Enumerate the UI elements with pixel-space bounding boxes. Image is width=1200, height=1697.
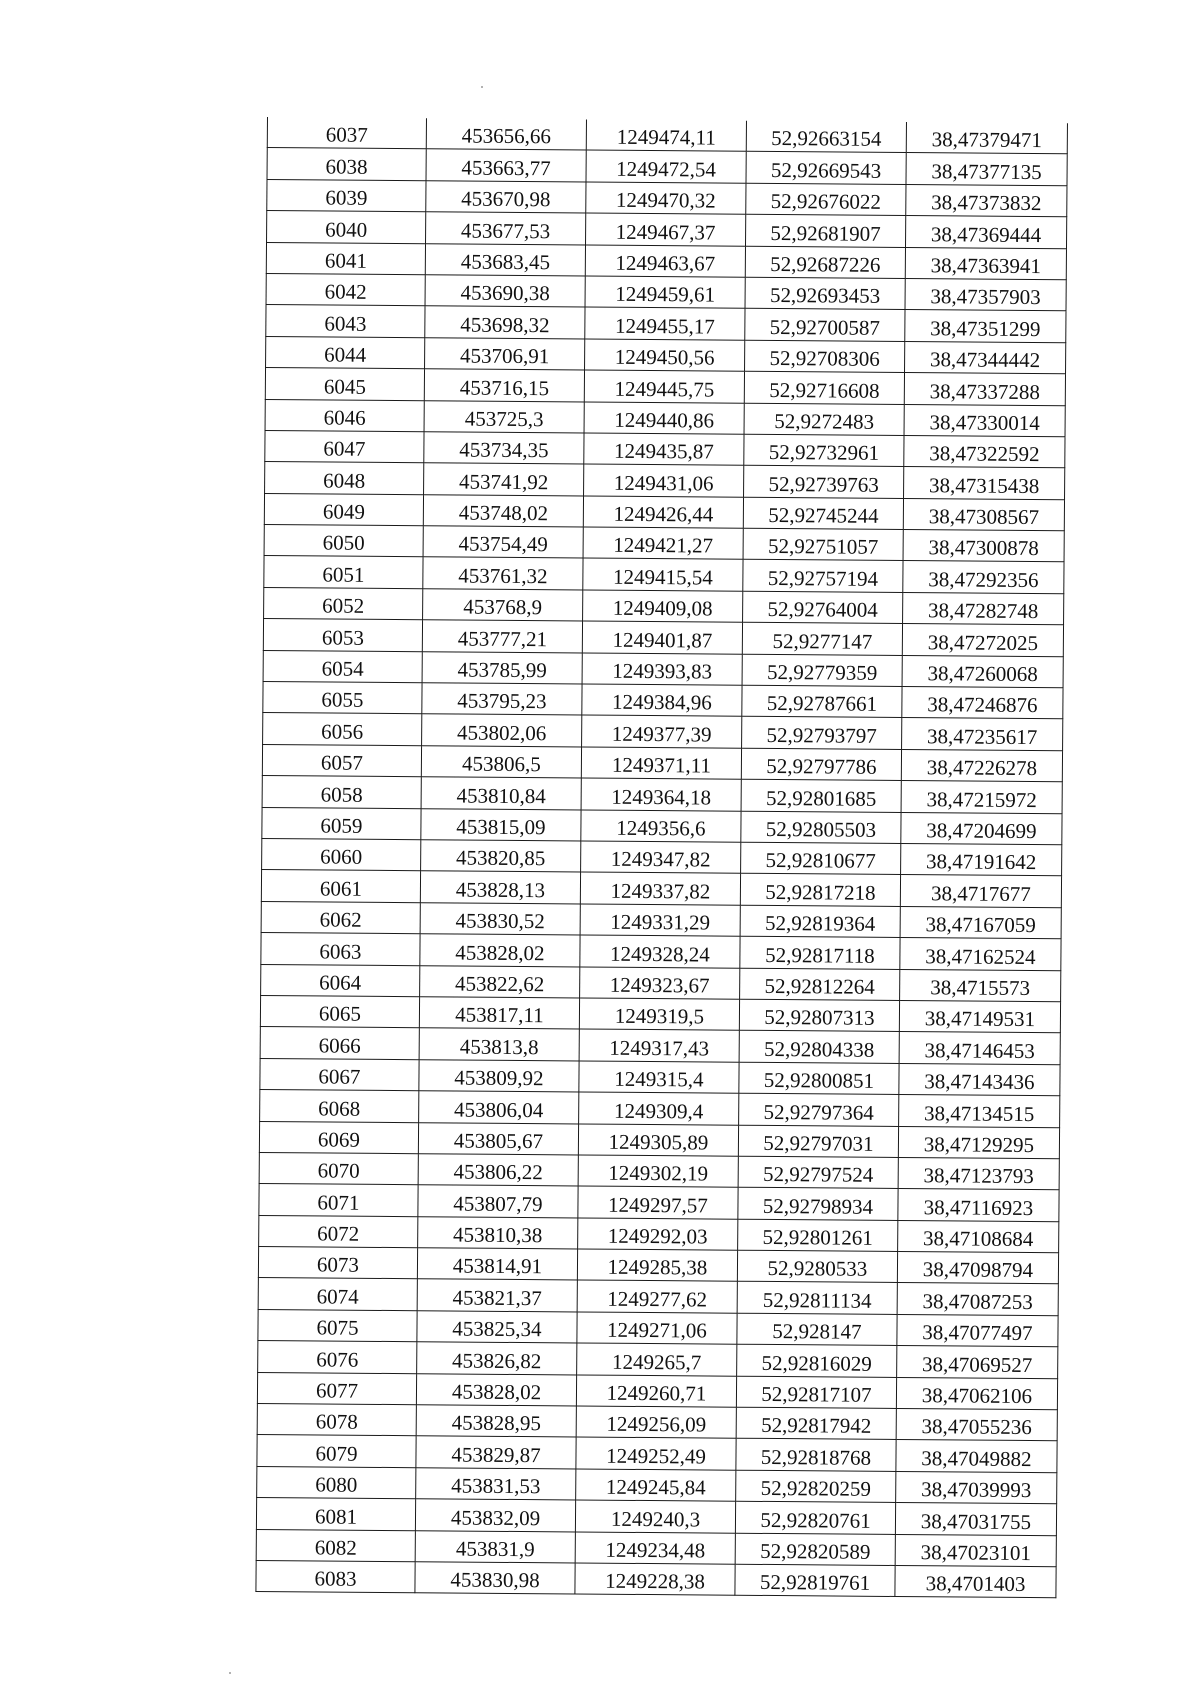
- table-cell: 6044: [266, 336, 425, 369]
- table-cell: 453663,77: [426, 149, 586, 182]
- table-cell: 52,92764004: [743, 591, 903, 624]
- table-cell: 453690,38: [425, 275, 585, 308]
- table-cell: 52,92807313: [739, 999, 899, 1032]
- table-cell: 38,47062106: [896, 1377, 1057, 1410]
- table-cell: 1249472,54: [586, 150, 746, 183]
- table-cell: 453817,11: [419, 997, 579, 1030]
- table-cell: 453754,49: [423, 526, 583, 559]
- table-cell: 453828,95: [416, 1405, 576, 1438]
- table-cell: 38,47300878: [903, 530, 1064, 563]
- table-cell: 453806,5: [421, 746, 581, 779]
- table-cell: 38,47226278: [901, 749, 1062, 782]
- table-cell: 38,4701403: [895, 1565, 1056, 1598]
- table-cell: 52,92810677: [741, 842, 901, 875]
- table-cell: 453828,02: [420, 934, 580, 967]
- table-cell: 1249450,56: [585, 339, 745, 372]
- table-cell: 453831,9: [415, 1530, 575, 1563]
- table-cell: 52,92797786: [741, 748, 901, 781]
- table-cell: 38,47087253: [897, 1283, 1058, 1316]
- table-cell: 6045: [265, 368, 424, 401]
- table-cell: 1249317,43: [579, 1029, 739, 1062]
- table-cell: 453814,91: [417, 1248, 577, 1281]
- table-cell: 453741,92: [424, 463, 584, 496]
- table-cell: 6048: [265, 462, 424, 495]
- table-cell: 38,47134515: [899, 1095, 1060, 1128]
- table-cell: 1249384,96: [582, 684, 742, 717]
- table-cell: 52,92817107: [736, 1376, 896, 1409]
- table-cell: 6061: [261, 870, 420, 903]
- table-cell: 1249364,18: [581, 778, 741, 811]
- table-cell: 6076: [258, 1341, 417, 1374]
- table-cell: 38,47315438: [904, 467, 1065, 500]
- table-cell: 1249377,39: [582, 715, 742, 748]
- table-cell: 1249260,71: [576, 1375, 736, 1408]
- table-cell: 52,92812264: [740, 968, 900, 1001]
- table-cell: 38,47098794: [897, 1252, 1058, 1285]
- table-cell: 453734,35: [424, 432, 584, 465]
- table-cell: 1249467,37: [586, 213, 746, 246]
- table-cell: 6063: [261, 933, 420, 966]
- table-cell: 1249331,29: [580, 904, 740, 937]
- table-cell: 453828,02: [416, 1373, 576, 1406]
- table-cell: 6041: [266, 242, 425, 275]
- table-cell: 52,92739763: [744, 466, 904, 499]
- table-cell: 453810,38: [418, 1216, 578, 1249]
- table-cell: 38,47049882: [896, 1440, 1057, 1473]
- table-cell: 1249431,06: [584, 464, 744, 497]
- table-cell: 52,92798934: [738, 1188, 898, 1221]
- table-cell: 52,92800851: [739, 1062, 899, 1095]
- table-cell: 38,47260068: [902, 655, 1063, 688]
- table-cell: 1249440,86: [584, 402, 744, 435]
- table-cell: 6068: [260, 1090, 419, 1123]
- table-cell: 1249401,87: [582, 621, 742, 654]
- table-cell: 38,47023101: [895, 1534, 1056, 1567]
- table-cell: 1249292,03: [578, 1218, 738, 1251]
- table-cell: 1249337,82: [580, 872, 740, 905]
- table-cell: 6054: [263, 650, 422, 683]
- table-cell: 52,92676022: [746, 183, 906, 216]
- table-cell: 38,47369444: [905, 216, 1066, 249]
- table-cell: 6038: [267, 148, 426, 181]
- table-cell: 1249455,17: [585, 307, 745, 340]
- table-cell: 1249297,57: [578, 1186, 738, 1219]
- table-cell: 38,47337288: [904, 373, 1065, 406]
- table-cell: 1249309,4: [579, 1092, 739, 1125]
- table-cell: 52,92787661: [742, 685, 902, 718]
- table-cell: 1249234,48: [575, 1532, 735, 1565]
- table-cell: 1249285,38: [577, 1249, 737, 1282]
- table-cell: 6073: [258, 1247, 417, 1280]
- table-cell: 38,47143436: [899, 1063, 1060, 1096]
- table-cell: 1249256,09: [576, 1406, 736, 1439]
- table-cell: 453777,21: [422, 620, 582, 653]
- table-cell: 1249463,67: [585, 245, 745, 278]
- table-cell: 6064: [261, 964, 420, 997]
- table-cell: 52,92687226: [745, 246, 905, 279]
- table-cell: 6053: [263, 619, 422, 652]
- table-cell: 6067: [260, 1058, 419, 1091]
- table-cell: 6069: [259, 1121, 418, 1154]
- table-cell: 38,47077497: [897, 1314, 1058, 1347]
- table-cell: 1249356,6: [581, 810, 741, 843]
- table-cell: 52,92805503: [741, 811, 901, 844]
- table-cell: 52,92811134: [737, 1282, 897, 1315]
- table-cell: 1249305,89: [578, 1123, 738, 1156]
- table-cell: 1249470,32: [586, 182, 746, 215]
- table-cell: 1249323,67: [580, 967, 740, 1000]
- table-cell: 453802,06: [422, 714, 582, 747]
- table-cell: 1249393,83: [582, 653, 742, 686]
- table-cell: 38,47191642: [901, 843, 1062, 876]
- table-cell: 1249228,38: [575, 1563, 735, 1596]
- table-cell: 453829,87: [416, 1436, 576, 1469]
- table-cell: 52,92820259: [736, 1470, 896, 1503]
- table-cell: 52,9280533: [737, 1250, 897, 1283]
- table-cell: 38,47031755: [895, 1503, 1056, 1536]
- table-cell: 52,92820589: [735, 1533, 895, 1566]
- table-cell: 453813,8: [419, 1028, 579, 1061]
- table-cell: 453820,85: [421, 840, 581, 873]
- table-cell: 1249240,3: [575, 1500, 735, 1533]
- table-cell: 6042: [266, 273, 425, 306]
- table-cell: 1249302,19: [578, 1155, 738, 1188]
- table-cell: 6059: [262, 807, 421, 840]
- coordinates-table: [255, 117, 1068, 1599]
- table-cell: 38,47123793: [898, 1157, 1059, 1190]
- table-cell: 6074: [258, 1278, 417, 1311]
- table-cell: 6046: [265, 399, 424, 432]
- table-cell: 52,92797364: [739, 1093, 899, 1126]
- table-cell: 6052: [264, 587, 423, 620]
- table-cell: 453828,13: [420, 871, 580, 904]
- table-cell: 52,92716608: [744, 371, 904, 404]
- table-cell: 6075: [258, 1309, 417, 1342]
- table-cell: 52,92757194: [743, 560, 903, 593]
- table-cell: 1249315,4: [579, 1061, 739, 1094]
- table-cell: 52,92700587: [745, 309, 905, 342]
- table-cell: 6058: [262, 776, 421, 809]
- table-cell: 453656,66: [426, 118, 586, 150]
- table-cell: 453805,67: [418, 1122, 578, 1155]
- table-cell: 1249347,82: [581, 841, 741, 874]
- table-cell: 52,92793797: [742, 717, 902, 750]
- scan-speck: [481, 86, 483, 88]
- table-cell: 453706,91: [425, 337, 585, 370]
- table-cell: 1249252,49: [576, 1437, 736, 1470]
- table-cell: 453825,34: [417, 1311, 577, 1344]
- table-cell: 1249435,87: [584, 433, 744, 466]
- table-cell: 38,47167059: [900, 906, 1061, 939]
- table-cell: 38,47363941: [905, 247, 1066, 280]
- table-cell: 38,47292356: [903, 561, 1064, 594]
- table-cell: 52,92817218: [740, 874, 900, 907]
- table-cell: 38,47379471: [906, 122, 1067, 154]
- table-cell: 52,92751057: [743, 528, 903, 561]
- table-cell: 52,92732961: [744, 434, 904, 467]
- table-cell: 38,47330014: [904, 404, 1065, 437]
- table-cell: 52,92801685: [741, 779, 901, 812]
- table-cell: 38,47039993: [896, 1471, 1057, 1504]
- table-cell: 52,92817942: [736, 1407, 896, 1440]
- table-cell: 6066: [260, 1027, 419, 1060]
- table-cell: 6080: [257, 1466, 416, 1499]
- table-cell: 1249415,54: [583, 558, 743, 591]
- table-cell: 1249271,06: [577, 1312, 737, 1345]
- table-cell: 453831,53: [416, 1468, 576, 1501]
- table-cell: 52,92819364: [740, 905, 900, 938]
- table-cell: 52,92816029: [737, 1344, 897, 1377]
- table-cell: 38,47282748: [903, 592, 1064, 625]
- table-cell: 6078: [257, 1403, 416, 1436]
- table-cell: 6070: [259, 1152, 418, 1185]
- table-cell: 52,92820761: [735, 1501, 895, 1534]
- table-cell: 38,47322592: [904, 435, 1065, 468]
- table-cell: 38,47146453: [899, 1032, 1060, 1065]
- table-cell: 453830,52: [420, 902, 580, 935]
- table-cell: 6081: [256, 1498, 415, 1531]
- table-cell: 38,47108684: [898, 1220, 1059, 1253]
- table-cell: 38,47272025: [902, 624, 1063, 657]
- table-cell: 453677,53: [426, 212, 586, 245]
- table-cell: 6049: [264, 493, 423, 526]
- table-cell: 6057: [262, 744, 421, 777]
- table-cell: 1249277,62: [577, 1280, 737, 1313]
- table-cell: 6083: [256, 1560, 415, 1593]
- table-cell: 52,92708306: [745, 340, 905, 373]
- table-cell: 453785,99: [422, 651, 582, 684]
- table-cell: 6065: [260, 995, 419, 1028]
- table-cell: 6039: [267, 179, 426, 212]
- table-cell: 52,92797031: [738, 1125, 898, 1158]
- table-cell: 1249474,11: [586, 120, 746, 152]
- coordinates-table-body: [256, 117, 1068, 1598]
- table-cell: 6056: [263, 713, 422, 746]
- table-cell: 1249421,27: [583, 527, 743, 560]
- table-cell: 453768,9: [423, 589, 583, 622]
- table-cell: 453830,98: [415, 1562, 575, 1595]
- table-cell: 6071: [259, 1184, 418, 1217]
- table-cell: 6062: [261, 901, 420, 934]
- table-cell: 453821,37: [417, 1279, 577, 1312]
- table-cell: 6055: [263, 682, 422, 715]
- table-cell: 453826,82: [417, 1342, 577, 1375]
- table-cell: 38,47377135: [906, 153, 1067, 186]
- table-cell: 52,9277147: [742, 623, 902, 656]
- table-cell: 38,47149531: [899, 1000, 1060, 1033]
- table-cell: 6051: [264, 556, 423, 589]
- table-cell: 52,92818768: [736, 1439, 896, 1472]
- table-cell: 453761,32: [423, 557, 583, 590]
- table-cell: 38,47116923: [898, 1189, 1059, 1222]
- table-cell: 1249265,7: [577, 1343, 737, 1376]
- table-cell: 1249245,84: [576, 1469, 736, 1502]
- table-cell: 38,47215972: [901, 781, 1062, 814]
- table-cell: 52,92797524: [738, 1156, 898, 1189]
- table-cell: 1249445,75: [584, 370, 744, 403]
- table-cell: 38,47351299: [905, 310, 1066, 343]
- table-cell: 453806,22: [418, 1154, 578, 1187]
- table-cell: 38,47344442: [905, 341, 1066, 374]
- table-cell: 38,4717677: [900, 875, 1061, 908]
- table-cell: 6060: [262, 838, 421, 871]
- table-cell: 453815,09: [421, 808, 581, 841]
- table-cell: 6047: [265, 430, 424, 463]
- table-cell: 453698,32: [425, 306, 585, 339]
- table-cell: 38,47246876: [902, 687, 1063, 720]
- table-cell: 6079: [257, 1435, 416, 1468]
- table-cell: 52,92819761: [735, 1564, 895, 1597]
- table-cell: 453716,15: [424, 369, 584, 402]
- table-cell: 6072: [259, 1215, 418, 1248]
- table-cell: 1249319,5: [579, 998, 739, 1031]
- table-cell: 453683,45: [425, 243, 585, 276]
- table-cell: 1249459,61: [585, 276, 745, 309]
- table-cell: 52,92801261: [738, 1219, 898, 1252]
- table-cell: 453748,02: [423, 494, 583, 527]
- table-cell: 38,47055236: [896, 1408, 1057, 1441]
- table-cell: 6043: [266, 305, 425, 338]
- table-cell: 6077: [257, 1372, 416, 1405]
- table-cell: 38,47357903: [905, 278, 1066, 311]
- table-cell: 453670,98: [426, 181, 586, 214]
- table-cell: 6037: [267, 117, 426, 149]
- table-cell: 52,92817118: [740, 936, 900, 969]
- table-cell: 38,47373832: [906, 184, 1067, 217]
- table-cell: 453832,09: [415, 1499, 575, 1532]
- table-cell: 1249328,24: [580, 935, 740, 968]
- table-cell: 453795,23: [422, 683, 582, 716]
- table-cell: 52,92663154: [746, 121, 906, 153]
- table-cell: 38,47162524: [900, 938, 1061, 971]
- table-cell: 52,92693453: [745, 277, 905, 310]
- table-cell: 1249426,44: [583, 496, 743, 529]
- table-cell: 38,47308567: [903, 498, 1064, 531]
- table-cell: 453810,84: [421, 777, 581, 810]
- table-cell: 52,92804338: [739, 1031, 899, 1064]
- table-cell: 52,92681907: [746, 214, 906, 247]
- table-cell: 38,47204699: [901, 812, 1062, 845]
- table-cell: 52,92745244: [743, 497, 903, 530]
- table-cell: 38,4715573: [900, 969, 1061, 1002]
- table-cell: 453822,62: [420, 965, 580, 998]
- table-cell: 453809,92: [419, 1059, 579, 1092]
- table-cell: 1249371,11: [581, 747, 741, 780]
- table-cell: 453725,3: [424, 400, 584, 433]
- table-cell: 6050: [264, 525, 423, 558]
- table-cell: 38,47129295: [898, 1126, 1059, 1159]
- table-cell: 6040: [267, 211, 426, 244]
- table-cell: 38,47069527: [897, 1346, 1058, 1379]
- table-cell: 453807,79: [418, 1185, 578, 1218]
- table-cell: 453806,04: [419, 1091, 579, 1124]
- table-cell: 52,928147: [737, 1313, 897, 1346]
- table-cell: 6082: [256, 1529, 415, 1562]
- table-cell: 52,92669543: [746, 152, 906, 185]
- table-cell: 52,9272483: [744, 403, 904, 436]
- scan-speck: [229, 1672, 231, 1674]
- table-cell: 52,92779359: [742, 654, 902, 687]
- table-cell: 38,47235617: [902, 718, 1063, 751]
- table-cell: 1249409,08: [583, 590, 743, 623]
- table-row: [256, 1560, 1056, 1598]
